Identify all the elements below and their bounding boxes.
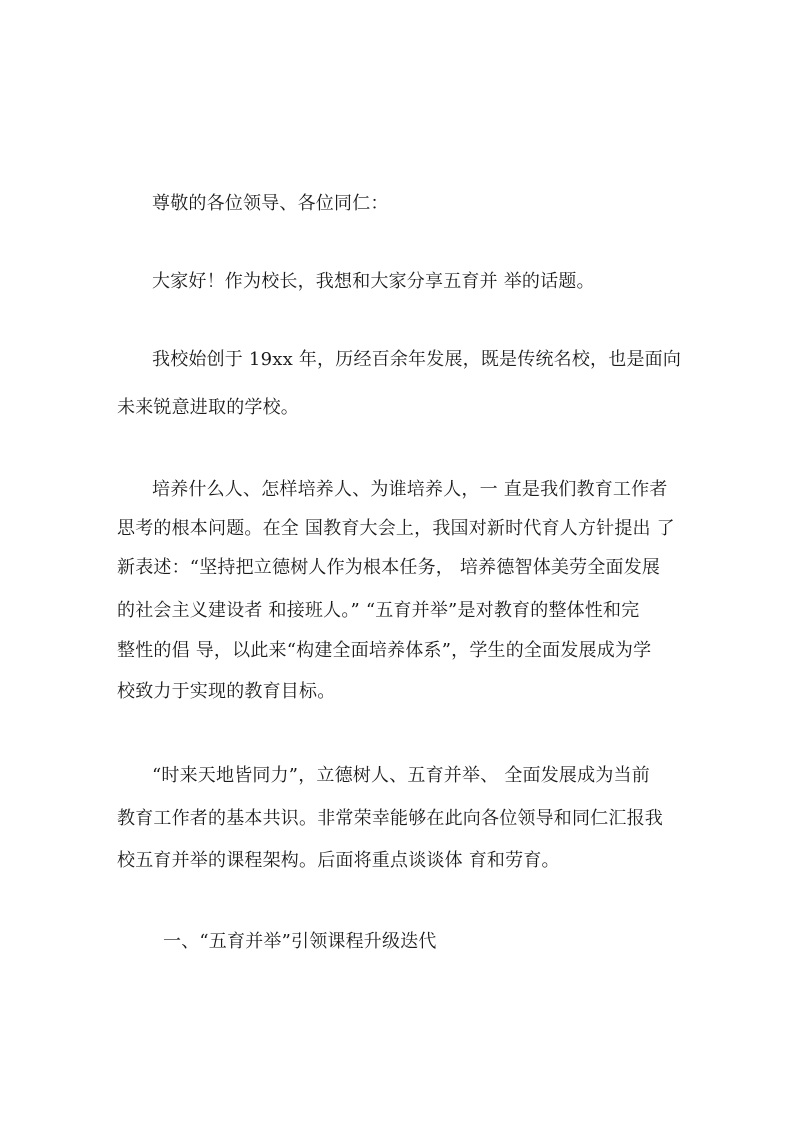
paragraph-2-line-4: 的社会主义建设者 和接班人。” “五育并举”是对教育的整体性和完 [117,600,640,621]
section-heading: 一、“五育并举”引领课程升级迭代 [163,931,437,952]
paragraph-3-line-1: “时来天地皆同力”，立德树人、五育并举、 全面发展成为当前 [152,765,650,786]
paragraph-2-line-3: 新表述：“坚持把立德树人作为根本任务， 培养德智体美劳全面发展 [117,557,661,578]
salutation: 尊敬的各位领导、各位同仁： [152,193,389,214]
paragraph-3-line-2: 教育工作者的基本共识。非常荣幸能够在此向各位领导和同仁汇报我 [117,808,663,829]
paragraph-2-line-6: 校致力于实现的教育目标。 [117,681,336,702]
paragraph-2-line-1: 培养什么人、怎样培养人、为谁培养人，一 直是我们教育工作者 [152,479,668,500]
paragraph-1-line-2: 未来锐意进取的学校。 [117,397,299,418]
greeting: 大家好！作为校长，我想和大家分享五育并 举的话题。 [152,271,595,292]
paragraph-2-line-2: 思考的根本问题。在全 国教育大会上，我国对新时代育人方针提出 了 [117,518,675,539]
paragraph-3-line-3: 校五育并举的课程架构。后面将重点谈谈体 育和劳育。 [117,850,560,871]
paragraph-2-line-5: 整性的倡 导，以此来“构建全面培养体系”，学生的全面发展成为学 [117,640,652,661]
paragraph-1-line-1: 我校始创于 19xx 年，历经百余年发展，既是传统名校，也是面向 [152,349,682,370]
